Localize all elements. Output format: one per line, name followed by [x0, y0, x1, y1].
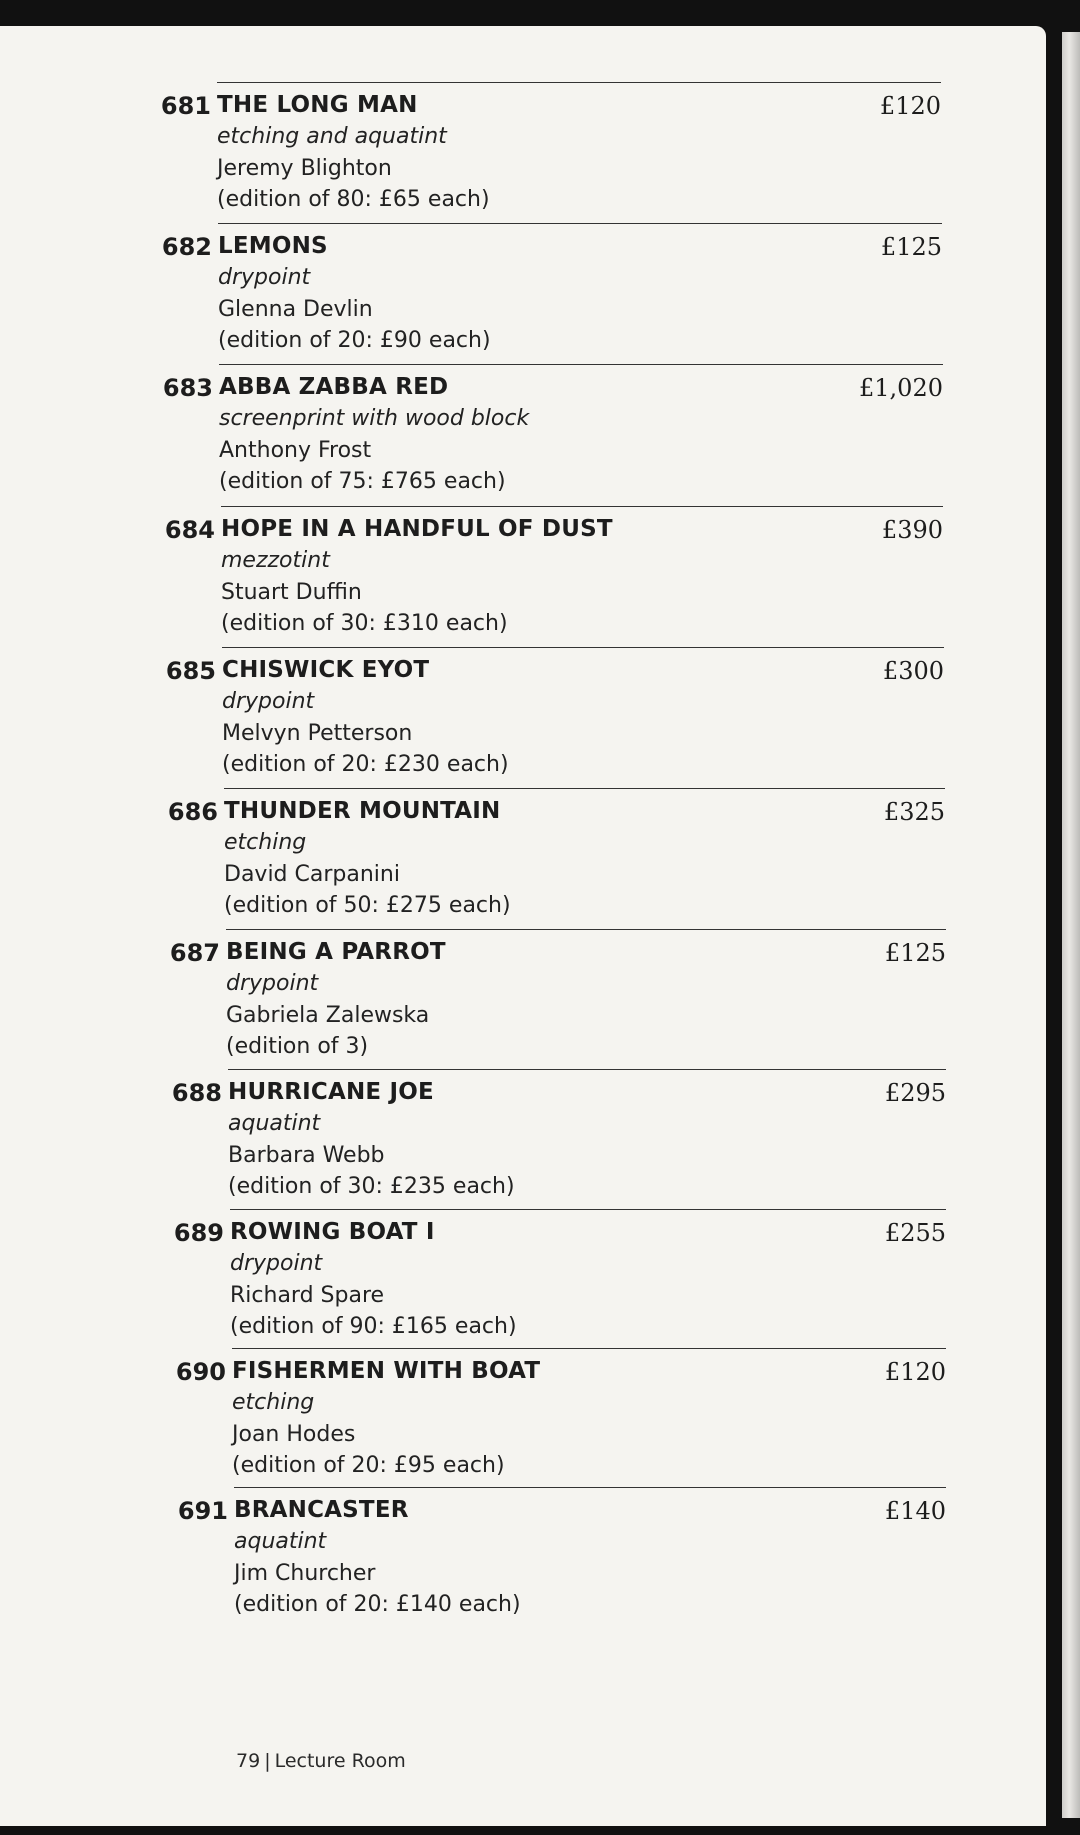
entry-divider: [230, 1209, 946, 1210]
artwork-price: £120: [879, 92, 941, 120]
artist-name: Jim Churcher: [234, 1561, 376, 1586]
edition-info: (edition of 50: £275 each): [224, 893, 511, 918]
artwork-price: £255: [884, 1219, 946, 1247]
catalogue-entry-681: [160, 82, 941, 222]
catalogue-entry-684: [164, 506, 943, 646]
entry-divider: [219, 364, 943, 365]
artwork-title: ABBA ZABBA RED: [219, 374, 449, 400]
lot-number: 690: [175, 1358, 226, 1386]
edition-info: (edition of 75: £765 each): [219, 469, 506, 494]
artwork-title: HURRICANE JOE: [228, 1079, 434, 1105]
artwork-title: FISHERMEN WITH BOAT: [232, 1358, 541, 1384]
artwork-medium: etching and aquatint: [217, 124, 447, 149]
catalogue-entry-689: [173, 1209, 946, 1349]
page-footer: [236, 1750, 406, 1772]
artwork-medium: aquatint: [234, 1529, 327, 1554]
artwork-title: THE LONG MAN: [217, 92, 418, 118]
catalogue-entry-686: [167, 788, 945, 928]
artist-name: David Carpanini: [224, 862, 400, 887]
entry-divider: [228, 1069, 946, 1070]
edition-info: (edition of 20: £95 each): [232, 1453, 505, 1478]
entry-divider: [221, 506, 943, 507]
edition-info: (edition of 3): [226, 1034, 369, 1059]
artwork-title: ROWING BOAT I: [230, 1219, 435, 1245]
artwork-medium: drypoint: [222, 689, 315, 714]
artwork-price: £120: [884, 1358, 946, 1386]
edition-info: (edition of 20: £230 each): [222, 752, 509, 777]
page-number: 79: [236, 1750, 261, 1772]
artwork-title: LEMONS: [218, 233, 328, 259]
artwork-title: CHISWICK EYOT: [222, 657, 430, 683]
edition-info: (edition of 30: £235 each): [228, 1174, 515, 1199]
artwork-title: HOPE IN A HANDFUL OF DUST: [221, 516, 613, 542]
edition-info: (edition of 90: £165 each): [230, 1314, 517, 1339]
edition-info: (edition of 20: £140 each): [234, 1592, 521, 1617]
artwork-price: £325: [883, 798, 945, 826]
artwork-price: £300: [882, 657, 944, 685]
page-edge: [1062, 32, 1080, 1818]
entry-divider: [234, 1487, 946, 1488]
artwork-price: £1,020: [859, 374, 943, 402]
lot-number: 681: [160, 92, 211, 120]
artwork-medium: etching: [224, 830, 307, 855]
lot-number: 691: [177, 1497, 228, 1525]
artwork-price: £125: [880, 233, 942, 261]
catalogue-entry-691: [177, 1487, 946, 1627]
lot-number: 683: [162, 374, 213, 402]
artist-name: Anthony Frost: [219, 438, 372, 463]
artist-name: Glenna Devlin: [218, 297, 373, 322]
entry-divider: [218, 223, 942, 224]
lot-number: 685: [165, 657, 216, 685]
artist-name: Stuart Duffin: [221, 580, 362, 605]
lot-number: 688: [171, 1079, 222, 1107]
lot-number: 687: [169, 939, 220, 967]
lot-number: 689: [173, 1219, 224, 1247]
section-name: Lecture Room: [274, 1750, 406, 1772]
edition-info: (edition of 80: £65 each): [217, 187, 490, 212]
lot-number: 686: [167, 798, 218, 826]
artist-name: Gabriela Zalewska: [226, 1003, 430, 1028]
artwork-price: £125: [884, 939, 946, 967]
catalogue-entry-682: [161, 223, 942, 363]
entry-divider: [226, 929, 946, 930]
catalogue-entry-688: [171, 1069, 946, 1209]
artist-name: Richard Spare: [230, 1283, 385, 1308]
artist-name: Jeremy Blighton: [217, 156, 392, 181]
artwork-medium: mezzotint: [221, 548, 330, 573]
artwork-price: £140: [884, 1497, 946, 1525]
catalogue-entry-687: [169, 929, 946, 1069]
artwork-medium: drypoint: [226, 971, 319, 996]
artist-name: Joan Hodes: [232, 1422, 356, 1447]
artwork-title: BRANCASTER: [234, 1497, 409, 1523]
artwork-medium: screenprint with wood block: [219, 406, 530, 431]
entry-divider: [224, 788, 945, 789]
artwork-medium: etching: [232, 1390, 315, 1415]
catalogue-entry-690: [175, 1348, 946, 1488]
artwork-title: THUNDER MOUNTAIN: [224, 798, 501, 824]
artwork-medium: drypoint: [230, 1251, 323, 1276]
edition-info: (edition of 20: £90 each): [218, 328, 491, 353]
entry-divider: [222, 647, 944, 648]
entry-divider: [232, 1348, 946, 1349]
entry-divider: [217, 82, 941, 83]
catalogue-entry-685: [165, 647, 944, 787]
artwork-medium: aquatint: [228, 1111, 321, 1136]
lot-number: 682: [161, 233, 212, 261]
artwork-price: £390: [881, 516, 943, 544]
artist-name: Melvyn Petterson: [222, 721, 413, 746]
lot-number: 684: [164, 516, 215, 544]
catalogue-entry-683: [162, 364, 943, 504]
artwork-medium: drypoint: [218, 265, 311, 290]
artwork-title: BEING A PARROT: [226, 939, 446, 965]
footer-separator: |: [264, 1750, 271, 1772]
artwork-price: £295: [884, 1079, 946, 1107]
edition-info: (edition of 30: £310 each): [221, 611, 508, 636]
artist-name: Barbara Webb: [228, 1143, 385, 1168]
